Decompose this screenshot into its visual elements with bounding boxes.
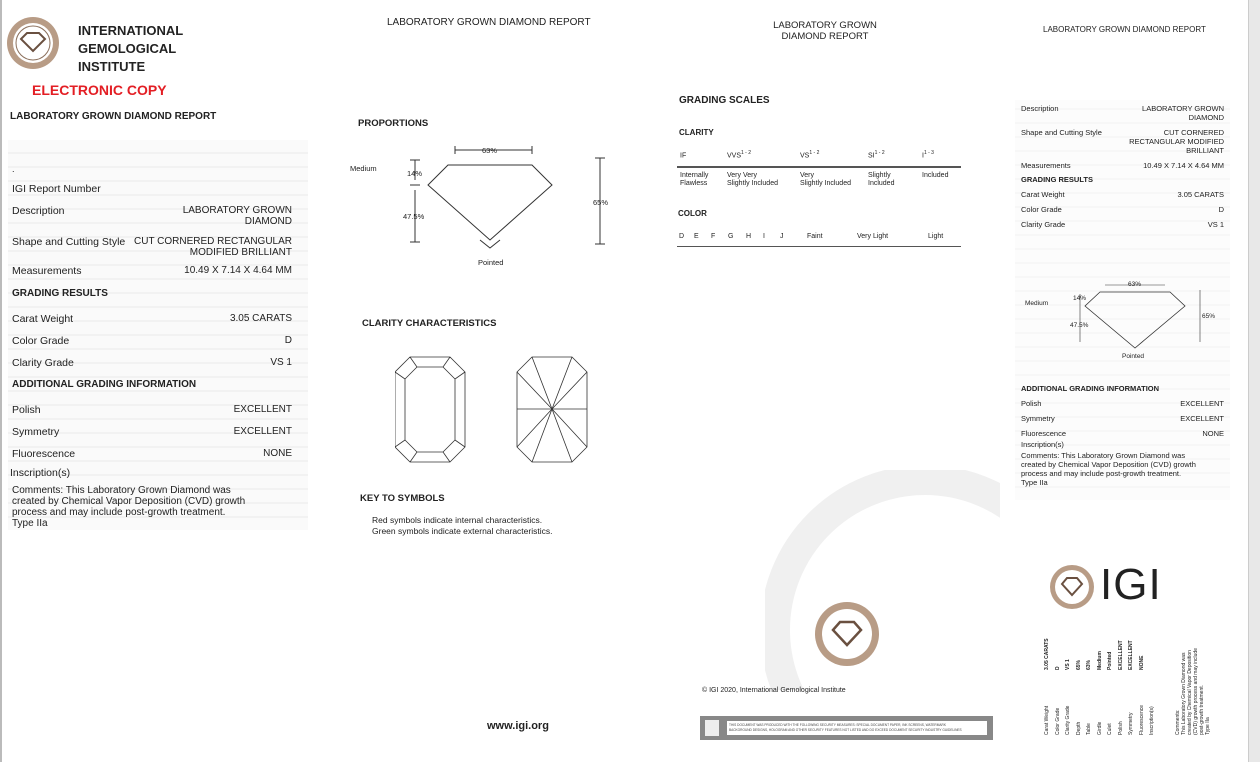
igi-logo-text: IGI <box>1100 560 1162 609</box>
girdle-label: Medium <box>350 164 377 173</box>
proportions-diagram <box>400 140 620 270</box>
electronic-copy-label: ELECTRONIC COPY <box>32 82 167 98</box>
vertical-value: VS 1 <box>1065 659 1071 670</box>
comment-line: Type IIa <box>12 518 48 529</box>
label: Inscription(s) <box>10 467 71 479</box>
label: Symmetry <box>12 426 60 438</box>
comments <box>12 485 245 529</box>
section-heading: KEY TO SYMBOLS <box>360 493 445 504</box>
report-title: LABORATORY GROWN DIAMOND REPORT <box>10 111 217 122</box>
vertical-label: Symmetry <box>1128 712 1134 735</box>
clarity-description: Very Very Slightly Included <box>727 172 778 187</box>
vertical-value: 63% <box>1086 659 1092 670</box>
label: Shape and Cutting Style <box>1021 128 1102 137</box>
value: LABORATORY GROWN <box>182 205 292 216</box>
value: EXCELLENT <box>233 404 292 415</box>
section-heading: ADDITIONAL GRADING INFORMATION <box>1021 384 1160 393</box>
vertical-comment: This Laboratory Grown Diamond was <box>1181 652 1187 735</box>
vertical-value: D <box>1054 666 1061 670</box>
label: Carat Weight <box>12 313 74 325</box>
vertical-label: Table <box>1086 723 1092 735</box>
pavilion-pct: 47.5% <box>403 212 425 221</box>
table-pct: 63% <box>482 146 498 155</box>
girdle-label: Medium <box>1025 300 1049 307</box>
panel-header: LABORATORY GROWN DIAMOND REPORT <box>1043 25 1206 34</box>
value: DIAMOND <box>244 216 292 227</box>
label: Clarity Grade <box>12 357 74 369</box>
section-heading: ADDITIONAL GRADING INFORMATION <box>12 379 197 390</box>
value: 10.49 X 7.14 X 4.64 MM <box>184 265 292 276</box>
vertical-label: Color Grade <box>1054 707 1061 735</box>
vertical-label: Fluorescence <box>1138 704 1145 735</box>
label: Carat Weight <box>1021 190 1065 199</box>
value: 3.05 CARATS <box>1177 190 1224 199</box>
value: 10.49 X 7.14 X 4.64 MM <box>1143 161 1224 170</box>
value: NONE <box>263 448 292 459</box>
clarity-plot-diagram <box>395 355 595 465</box>
vertical-comment: (CVD) growth process and may include <box>1193 648 1199 735</box>
security-line: THIS DOCUMENT WAS PRODUCED WITH THE FOLLOWING SECURITY MEASURES: SPECIAL DOCUMENT PAPER, INK SCREENS, WATERMARK <box>729 723 946 727</box>
seal-watermark <box>765 470 1000 690</box>
divider <box>677 246 961 247</box>
clarity-grade: VVS$^{1 - 2}$ <box>727 150 752 160</box>
clarity-description: Included <box>922 172 949 179</box>
color-grade: Faint <box>807 233 823 240</box>
brand-line: INTERNATIONAL <box>78 23 184 38</box>
vertical-value: 3.05 CARATS <box>1044 638 1050 670</box>
vertical-value: Pointed <box>1107 651 1113 670</box>
vertical-value: NONE <box>1138 655 1145 670</box>
comment-line: Comments: This Laboratory Grown Diamond was <box>12 485 231 496</box>
clarity-grade: SI$^{1 - 2}$ <box>868 150 885 160</box>
igi-seal-logo <box>813 600 881 668</box>
label: Description <box>12 205 65 217</box>
value: DIAMOND <box>1188 113 1224 122</box>
comment-line: created by Chemical Vapor Deposition (CVD) growth <box>12 496 246 507</box>
label: Polish <box>12 404 41 416</box>
color-grade: J <box>780 233 784 240</box>
crown-pct: 14% <box>407 169 423 178</box>
vertical-value: EXCELLENT <box>1117 640 1124 670</box>
vertical-value: 65% <box>1075 659 1082 670</box>
value: D <box>1218 205 1224 214</box>
divider <box>677 166 961 168</box>
clarity-description: Internally Flawless <box>680 172 709 187</box>
label: Polish <box>1021 399 1042 408</box>
value: MODIFIED BRILLIANT <box>189 247 292 258</box>
color-grade: G <box>728 233 734 240</box>
key-line: Green symbols indicate external characteristics. <box>372 526 553 536</box>
table-pct: 63% <box>1128 281 1142 288</box>
igi-seal-logo <box>1048 563 1096 611</box>
document-lock-icon <box>705 720 719 736</box>
color-grade: E <box>694 233 699 240</box>
dot: . <box>12 164 15 174</box>
color-grade: D <box>679 233 685 240</box>
clarity-grade: VS$^{1 - 2}$ <box>800 150 820 160</box>
depth-pct: 65% <box>593 198 609 207</box>
value: BRILLIANT <box>1186 146 1224 155</box>
vertical-label: Girdle <box>1096 721 1103 735</box>
security-notice <box>700 716 993 740</box>
vertical-value: EXCELLENT <box>1128 640 1134 670</box>
value: EXCELLENT <box>233 426 292 437</box>
label: Measurements <box>1021 161 1071 170</box>
comments <box>1021 451 1231 487</box>
panel-header: LABORATORY GROWN <box>773 20 877 31</box>
key-line: Red symbols indicate internal characteristics. <box>372 515 543 525</box>
comment-line: Type IIa <box>1021 478 1048 487</box>
value: LABORATORY GROWN <box>1142 104 1224 113</box>
label: Fluorescence <box>1021 429 1067 438</box>
value: D <box>284 335 292 346</box>
label: Color Grade <box>1021 205 1062 214</box>
clarity-scale-title: CLARITY <box>679 128 714 137</box>
color-grade: I <box>763 233 765 240</box>
vertical-value: Medium <box>1096 651 1103 670</box>
color-scale-title: COLOR <box>678 209 707 218</box>
section-heading: CLARITY CHARACTERISTICS <box>362 318 497 329</box>
vertical-comment: created by Chemical Vapor Deposition <box>1187 650 1193 735</box>
culet-label: Pointed <box>478 258 504 267</box>
vertical-label: Polish <box>1117 721 1124 735</box>
crown-pct: 14% <box>1073 295 1087 302</box>
igi-seal-logo <box>5 15 61 71</box>
value: EXCELLENT <box>1180 399 1224 408</box>
brand-line: INSTITUTE <box>78 59 146 74</box>
copyright: © IGI 2020, International Gemological Institute <box>702 687 846 694</box>
color-grade: Light <box>928 233 944 240</box>
security-line: BACKGROUND DESIGNS, HOLOGRAM AND OTHER SECURITY FEATURES NOT LISTED AND DO EXCEED DOCUMENT SECURITY INDUSTRY GUIDELINES <box>729 728 962 732</box>
section-heading: GRADING RESULTS <box>1021 175 1093 184</box>
label: Clarity Grade <box>1021 220 1066 229</box>
value: CUT CORNERED RECTANGULAR <box>134 236 292 247</box>
section-heading: GRADING SCALES <box>679 95 770 106</box>
value: CUT CORNERED <box>1163 128 1224 137</box>
proportions-diagram-small <box>1060 280 1220 350</box>
vertical-comment: Comments: <box>1175 709 1181 735</box>
vertical-label: Culet <box>1107 723 1113 735</box>
clarity-grade: $I^{1 - 3}$ <box>922 150 934 160</box>
vertical-comment: post-growth treatment. <box>1199 684 1205 735</box>
label: Measurements <box>12 265 82 277</box>
label: Shape and Cutting Style <box>12 236 126 248</box>
comment-line: process and may include post-growth treatment. <box>12 507 226 518</box>
culet-label: Pointed <box>1122 353 1145 360</box>
comment-line: process and may include post-growth treatment. <box>1021 469 1182 478</box>
value: RECTANGULAR MODIFIED <box>1129 137 1224 146</box>
value: EXCELLENT <box>1180 414 1224 423</box>
label: Inscription(s) <box>1021 440 1064 449</box>
value: VS 1 <box>270 357 292 368</box>
value: NONE <box>1202 429 1224 438</box>
section-heading: PROPORTIONS <box>358 118 429 129</box>
label: Symmetry <box>1021 414 1055 423</box>
vertical-label: Carat Weight <box>1044 705 1050 735</box>
clarity-grade: IF <box>680 152 687 160</box>
vertical-label: Inscription(s) <box>1149 706 1155 735</box>
scrollbar[interactable] <box>1248 0 1260 762</box>
vertical-label: Clarity Grade <box>1065 705 1071 735</box>
label: Fluorescence <box>12 448 76 460</box>
depth-pct: 65% <box>1202 313 1216 320</box>
clarity-description: Very Slightly Included <box>800 172 851 187</box>
color-grade: Very Light <box>857 233 889 240</box>
comment-line: Comments: This Laboratory Grown Diamond was <box>1021 451 1186 460</box>
section-heading: GRADING RESULTS <box>12 288 108 299</box>
value: VS 1 <box>1207 220 1224 229</box>
page-edge <box>0 0 2 762</box>
pavilion-pct: 47.5% <box>1070 322 1089 329</box>
panel-header: LABORATORY GROWN DIAMOND REPORT <box>387 17 591 28</box>
label: IGI Report Number <box>12 183 101 195</box>
label: Description <box>1021 104 1059 113</box>
vertical-comment: Type IIa <box>1205 717 1211 735</box>
comment-line: created by Chemical Vapor Deposition (CVD) growth <box>1021 460 1196 469</box>
website-link[interactable]: www.igi.org <box>487 720 549 732</box>
vertical-label: Depth <box>1075 721 1082 735</box>
color-grade: H <box>746 233 752 240</box>
value: 3.05 CARATS <box>229 313 292 324</box>
brand-line: GEMOLOGICAL <box>78 41 177 56</box>
panel-header: DIAMOND REPORT <box>781 31 869 42</box>
label: Color Grade <box>12 335 70 347</box>
color-grade: F <box>711 233 716 240</box>
clarity-description: Slightly Included <box>868 172 895 187</box>
